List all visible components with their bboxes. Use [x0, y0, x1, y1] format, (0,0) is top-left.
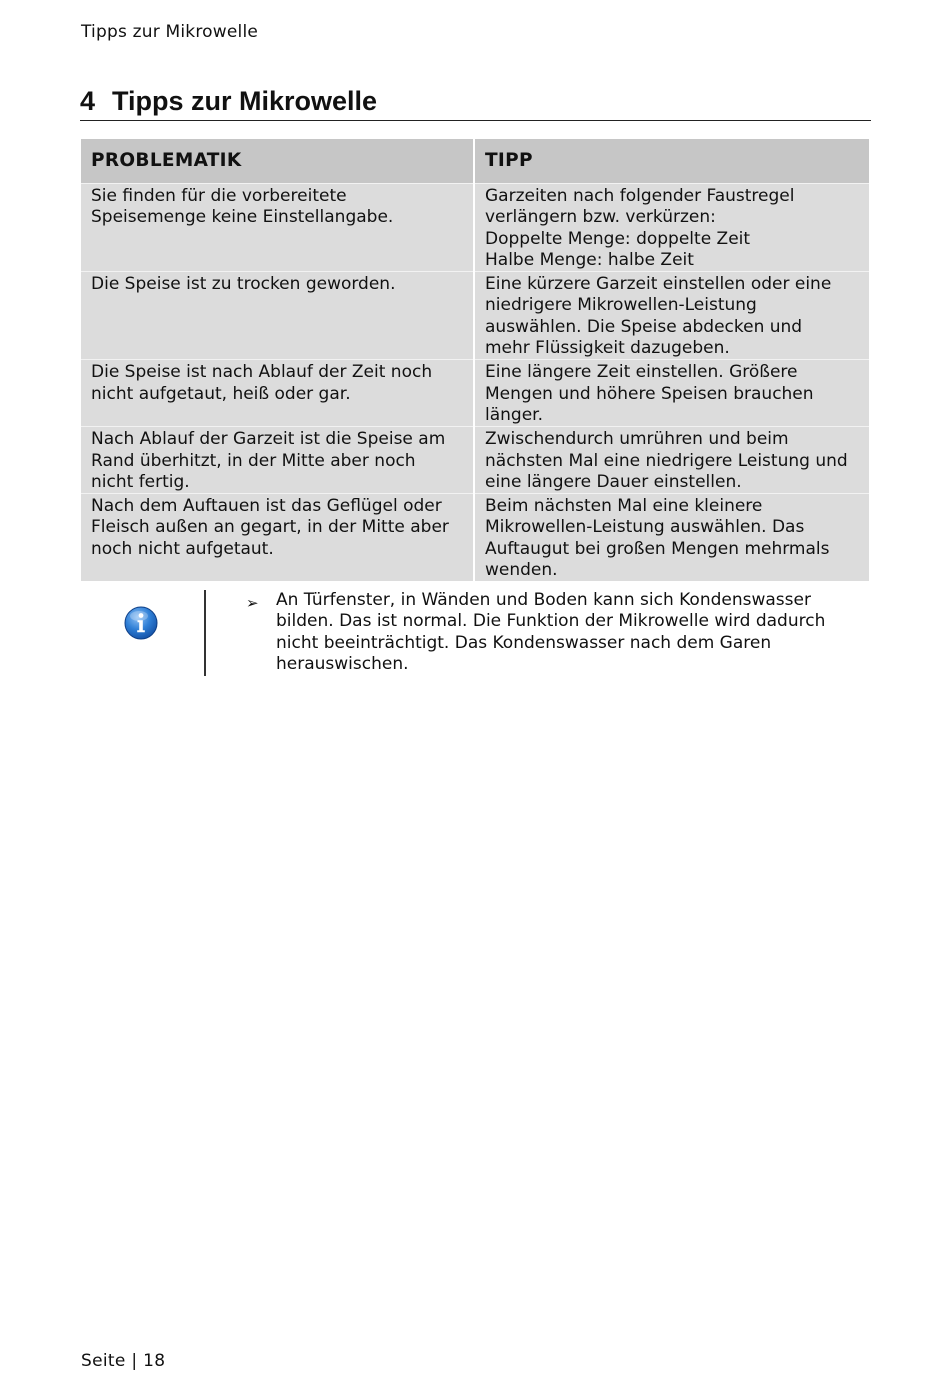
note-divider: [204, 590, 206, 676]
tip-cell: Zwischendurch umrühren und beim nächsten Mal eine niedrigere Leistung und eine längere Dauer einstellen.: [474, 427, 869, 494]
table-row: [81, 360, 869, 427]
problem-cell: Nach dem Auftauen ist das Geflügel oder Fleisch außen an gegart, in der Mitte aber noch nicht aufgetaut.: [81, 494, 474, 582]
tip-cell: Eine kürzere Garzeit einstellen oder eine niedrigere Mikrowellen-Leistung auswählen. Die Speise abdecken und mehr Flüssigkeit dazugeben.: [474, 272, 869, 360]
table-row: [81, 427, 869, 494]
column-header-tip: TIPP: [474, 139, 869, 184]
table-header-row: [81, 139, 869, 184]
info-note: [81, 590, 869, 676]
problem-cell: Die Speise ist nach Ablauf der Zeit noch nicht aufgetaut, heiß oder gar.: [81, 360, 474, 427]
tip-cell: Eine längere Zeit einstellen. Größere Mengen und höhere Speisen brauchen länger.: [474, 360, 869, 427]
note-text: An Türfenster, in Wänden und Boden kann sich Kondenswasser bilden. Das ist normal. Die Funktion der Mikrowelle wird dadurch nicht beeinträchtigt. Das Kondenswasser nach dem Garen herauswischen.: [276, 590, 826, 674]
page-footer: [81, 1351, 165, 1371]
page-label: Seite: [81, 1351, 126, 1371]
problem-cell: Die Speise ist zu trocken geworden.: [81, 272, 474, 360]
table-row: [81, 184, 869, 272]
running-header: Tipps zur Mikrowelle: [81, 22, 259, 42]
tip-cell: Beim nächsten Mal eine kleinere Mikrowellen-Leistung auswählen. Das Auftaugut bei großen Mengen mehrmals wenden.: [474, 494, 869, 582]
arrow-bullet-icon: ➢: [246, 594, 259, 612]
tip-cell: Garzeiten nach folgender Faustregel verlängern bzw. verkürzen: Doppelte Menge: doppelte Zeit Halbe Menge: halbe Zeit: [474, 184, 869, 272]
table-row: [81, 272, 869, 360]
chapter-heading: [80, 84, 871, 121]
tips-table: [81, 139, 869, 581]
problem-cell: Sie finden für die vorbereitete Speisemenge keine Einstellangabe.: [81, 184, 474, 272]
footer-separator: |: [131, 1351, 138, 1371]
table-row: [81, 494, 869, 582]
info-icon: [124, 606, 158, 640]
chapter-title: Tipps zur Mikrowelle: [112, 86, 378, 116]
chapter-number: 4: [80, 86, 96, 116]
problem-cell: Nach Ablauf der Garzeit ist die Speise am Rand überhitzt, in der Mitte aber noch nicht fertig.: [81, 427, 474, 494]
column-header-problem: PROBLEMATIK: [81, 139, 474, 184]
page-number: 18: [143, 1351, 166, 1371]
